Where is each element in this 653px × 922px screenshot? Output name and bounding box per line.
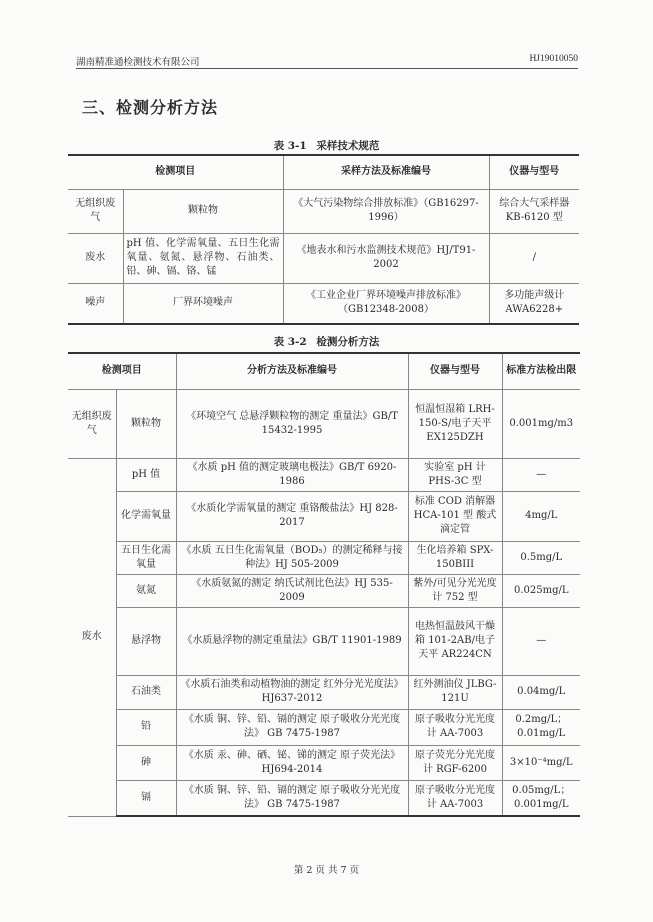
item-cell: 厂界环境噪声: [123, 283, 283, 324]
table-row: [68, 491, 580, 541]
table-header-row: [68, 155, 579, 189]
instrument-cell: 生化培养箱 SPX-150BIII: [408, 541, 502, 574]
method-cell: 《大气污染物综合排放标准》（GB16297-1996）: [283, 189, 489, 233]
method-cell: 《环境空气 总悬浮颗粒物的测定 重量法》GB/T 15432-1995: [176, 389, 408, 458]
item-cell: 五日生化需氧量: [116, 541, 176, 574]
table-header-cell: 检测项目: [68, 353, 176, 389]
page-header: [76, 52, 578, 69]
instrument-cell: /: [489, 233, 579, 283]
method-cell: 《水质石油类和动植物油的测定 红外分光光度法》HJ637-2012: [176, 675, 408, 709]
limit-cell: 0.025mg/L: [502, 574, 580, 607]
table1-caption-number: 表 3-1: [273, 140, 307, 152]
table-row: [68, 389, 580, 458]
item-cell: 颗粒物: [123, 189, 283, 233]
instrument-cell: 原子吸收分光光度计 AA-7003: [408, 780, 502, 816]
table1-caption: [0, 138, 653, 153]
limit-cell: —: [502, 458, 580, 491]
instrument-cell: 综合大气采样器 KB-6120 型: [489, 189, 579, 233]
table-row: [68, 607, 580, 675]
category-cell: 噪声: [68, 283, 123, 324]
table2-caption-number: 表 3-2: [273, 336, 307, 348]
table1-caption-title: 采样技术规范: [316, 140, 380, 152]
item-cell: 颗粒物: [116, 389, 176, 458]
method-cell: 《水质氨氮的测定 纳氏试剂比色法》HJ 535-2009: [176, 574, 408, 607]
item-cell: 悬浮物: [116, 607, 176, 675]
instrument-cell: 红外测油仪 JLBG-121U: [408, 675, 502, 709]
limit-cell: 0.001mg/m3: [502, 389, 580, 458]
instrument-cell: 原子荧光分光光度计 RGF-6200: [408, 745, 502, 780]
analysis-methods-table: [68, 352, 580, 817]
table2-caption: [0, 334, 653, 349]
table-header-cell: 采样方法及标准编号: [283, 155, 489, 189]
table-header-cell: 仪器与型号: [408, 353, 502, 389]
method-cell: 《地表水和污水监测技术规范》HJ/T91-2002: [283, 233, 489, 283]
table-row: [68, 233, 579, 283]
instrument-cell: 多功能声级计 AWA6228+: [489, 283, 579, 324]
method-cell: 《水质 铜、锌、铅、镉的测定 原子吸收分光光度法》 GB 7475-1987: [176, 709, 408, 745]
document-number: HJ19010050: [529, 54, 578, 64]
limit-cell: 3×10⁻⁴mg/L: [502, 745, 580, 780]
item-cell: pH 值: [116, 458, 176, 491]
table2-caption-title: 检测分析方法: [316, 336, 380, 348]
sampling-standards-table: [68, 154, 579, 325]
table-row: [68, 189, 579, 233]
limit-cell: 0.5mg/L: [502, 541, 580, 574]
section-title: 三、检测分析方法: [82, 98, 219, 117]
item-cell: 化学需氧量: [116, 491, 176, 541]
company-name: 湖南精准通检测技术有限公司: [76, 57, 200, 68]
table-header-cell: 仪器与型号: [489, 155, 579, 189]
page-footer: 第 2 页 共 7 页: [293, 865, 360, 876]
category-cell: 废水: [68, 233, 123, 283]
table-header-cell: 检测项目: [68, 155, 283, 189]
method-cell: 《水质悬浮物的测定重量法》GB/T 11901-1989: [176, 607, 408, 675]
table-row: [68, 709, 580, 745]
item-cell: 砷: [116, 745, 176, 780]
method-cell: 《水质 五日生化需氧量（BOD₅）的测定稀释与接种法》HJ 505-2009: [176, 541, 408, 574]
table-header-row: [68, 353, 580, 389]
instrument-cell: 实验室 pH 计 PHS-3C 型: [408, 458, 502, 491]
table-header-cell: 分析方法及标准编号: [176, 353, 408, 389]
item-cell: 铅: [116, 709, 176, 745]
item-cell: 石油类: [116, 675, 176, 709]
instrument-cell: 标准 COD 消解器 HCA-101 型 酸式滴定管: [408, 491, 502, 541]
method-cell: 《水质 汞、砷、硒、铋、锑的测定 原子荧光法》HJ694-2014: [176, 745, 408, 780]
limit-cell: —: [502, 607, 580, 675]
table-row: [68, 283, 579, 324]
table-row: [68, 574, 580, 607]
item-cell: 镉: [116, 780, 176, 816]
table-header-cell: 标准方法检出限: [502, 353, 580, 389]
limit-cell: 0.2mg/L；0.01mg/L: [502, 709, 580, 745]
method-cell: 《工业企业厂界环境噪声排放标准》（GB12348-2008）: [283, 283, 489, 324]
method-cell: 《水质 pH 值的测定玻璃电极法》GB/T 6920-1986: [176, 458, 408, 491]
table-row: [68, 675, 580, 709]
method-cell: 《水质 铜、锌、铅、镉的测定 原子吸收分光光度法》 GB 7475-1987: [176, 780, 408, 816]
table-row: [68, 780, 580, 816]
table-row: [68, 458, 580, 491]
limit-cell: 0.04mg/L: [502, 675, 580, 709]
instrument-cell: 恒温恒湿箱 LRH-150-S/电子天平 EX125DZH: [408, 389, 502, 458]
instrument-cell: 电热恒温鼓风干燥箱 101-2AB/电子天平 AR224CN: [408, 607, 502, 675]
limit-cell: 4mg/L: [502, 491, 580, 541]
table-row: [68, 541, 580, 574]
item-cell: pH 值、化学需氧量、五日生化需氧量、氨氮、悬浮物、石油类、铅、砷、镉、铬、锰: [123, 233, 283, 283]
category-cell: 无组织废气: [68, 389, 116, 458]
category-cell: 废水: [68, 458, 116, 816]
method-cell: 《水质化学需氧量的测定 重铬酸盐法》HJ 828-2017: [176, 491, 408, 541]
category-cell: 无组织废气: [68, 189, 123, 233]
instrument-cell: 紫外/可见分光光度计 752 型: [408, 574, 502, 607]
instrument-cell: 原子吸收分光光度计 AA-7003: [408, 709, 502, 745]
table-row: [68, 745, 580, 780]
limit-cell: 0.05mg/L；0.001mg/L: [502, 780, 580, 816]
item-cell: 氨氮: [116, 574, 176, 607]
